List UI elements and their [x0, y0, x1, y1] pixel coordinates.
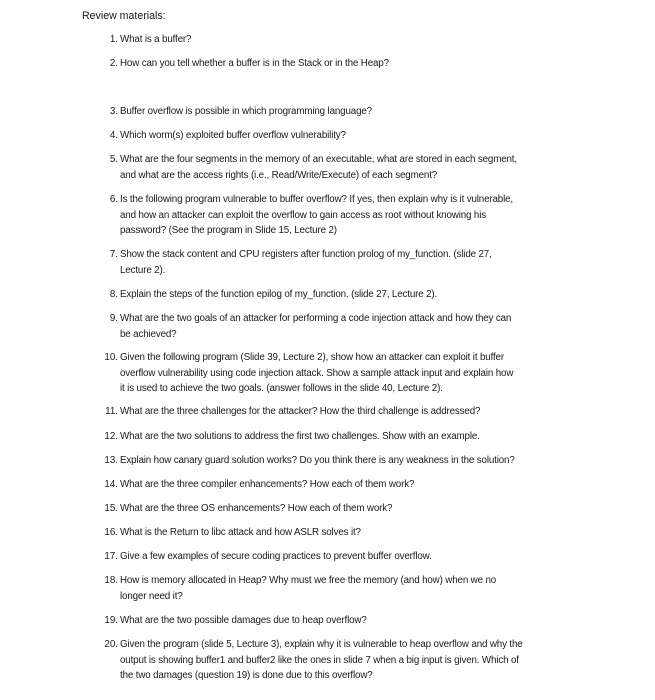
item-number: 3.: [109, 106, 118, 117]
list-item: [100, 192, 586, 239]
item-text: Explain the steps of the function epilog of my_function. (slide 27, Lecture 2).: [120, 289, 438, 300]
list-item: [100, 477, 586, 493]
item-text: How is memory allocated in Heap? Why must we free the memory (and how) when we no longer need it?: [120, 575, 497, 602]
list-item: [100, 32, 586, 48]
item-number: 15.: [104, 503, 118, 514]
item-number: 19.: [104, 615, 118, 626]
list-item: [100, 128, 586, 144]
item-number: 10.: [104, 352, 118, 363]
list-item: [100, 573, 586, 604]
item-text: What are the three OS enhancements? How each of them work?: [120, 503, 393, 514]
item-number: 2.: [109, 58, 118, 69]
item-text: What are the two possible damages due to heap overflow?: [120, 615, 367, 626]
list-item: [100, 311, 586, 342]
item-number: 17.: [104, 551, 118, 562]
item-text: Buffer overflow is possible in which programming language?: [120, 106, 372, 117]
item-text: How can you tell whether a buffer is in the Stack or in the Heap?: [120, 58, 389, 69]
item-number: 6.: [109, 194, 118, 205]
item-text: Given the following program (Slide 39, Lecture 2), show how an attacker can exploit it buffer overflow vulnerability using code injection attack. Show a sample attack input and explain how it is used to achieve the two goals. (answer follows in the slide 40, Lecture 2).: [120, 352, 514, 395]
item-number: 16.: [104, 527, 118, 538]
item-text: What are the two solutions to address the first two challenges. Show with an example.: [120, 431, 480, 442]
item-text: What are the three challenges for the attacker? How the third challenge is addressed?: [120, 406, 481, 417]
item-number: 18.: [104, 575, 118, 586]
list-item: [100, 613, 586, 629]
item-text: Is the following program vulnerable to buffer overflow? If yes, then explain why is it vulnerable, and how an attacker can exploit the overflow to gain access as root without knowing his password? (See the program in Slide 15, Lecture 2): [120, 194, 513, 237]
list-item: [100, 637, 586, 684]
list-item: [100, 525, 586, 541]
item-text: Given the program (slide 5, Lecture 3), explain why it is vulnerable to heap overflow and why the output is showing buffer1 and buffer2 like the ones in slide 7 when a big input is given. Which of the two damages (question 19) is done due to this overflow?: [120, 639, 523, 682]
item-number: 11.: [105, 406, 118, 417]
item-number: 9.: [109, 313, 118, 324]
list-item: [100, 404, 586, 420]
item-text: What are the four segments in the memory of an executable, what are stored in each segment, and what are the access rights (i.e., Read/Write/Execute) of each segment?: [120, 154, 517, 181]
item-text: What are the two goals of an attacker for performing a code injection attack and how they can be achieved?: [120, 313, 512, 340]
item-text: What is a buffer?: [120, 34, 192, 45]
list-item: [100, 429, 586, 445]
item-number: 4.: [109, 130, 118, 141]
item-number: 14.: [104, 479, 118, 490]
item-number: 13.: [104, 455, 118, 466]
list-item: [100, 549, 586, 565]
item-number: 1.: [109, 34, 118, 45]
item-number: 7.: [109, 249, 118, 260]
item-text: What is the Return to libc attack and how ASLR solves it?: [120, 527, 361, 538]
item-text: What are the three compiler enhancements? How each of them work?: [120, 479, 415, 490]
list-item: [100, 56, 586, 72]
item-text: Explain how canary guard solution works? Do you think there is any weakness in the solution?: [120, 455, 515, 466]
item-number: 8.: [109, 289, 118, 300]
document-heading: Review materials:: [82, 10, 166, 22]
item-text: Which worm(s) exploited buffer overflow vulnerability?: [120, 130, 346, 141]
list-item: [100, 350, 586, 397]
item-number: 12.: [104, 431, 118, 442]
item-text: Give a few examples of secure coding practices to prevent buffer overflow.: [120, 551, 432, 562]
item-number: 5.: [109, 154, 118, 165]
list-item: [100, 247, 586, 278]
list-item: [100, 501, 586, 517]
list-item: [100, 287, 586, 303]
item-text: Show the stack content and CPU registers after function prolog of my_function. (slide 27, Lecture 2).: [120, 249, 492, 276]
list-item: [100, 453, 586, 469]
item-number: 20.: [104, 639, 118, 650]
list-item: [100, 152, 586, 183]
list-item: [100, 104, 586, 120]
